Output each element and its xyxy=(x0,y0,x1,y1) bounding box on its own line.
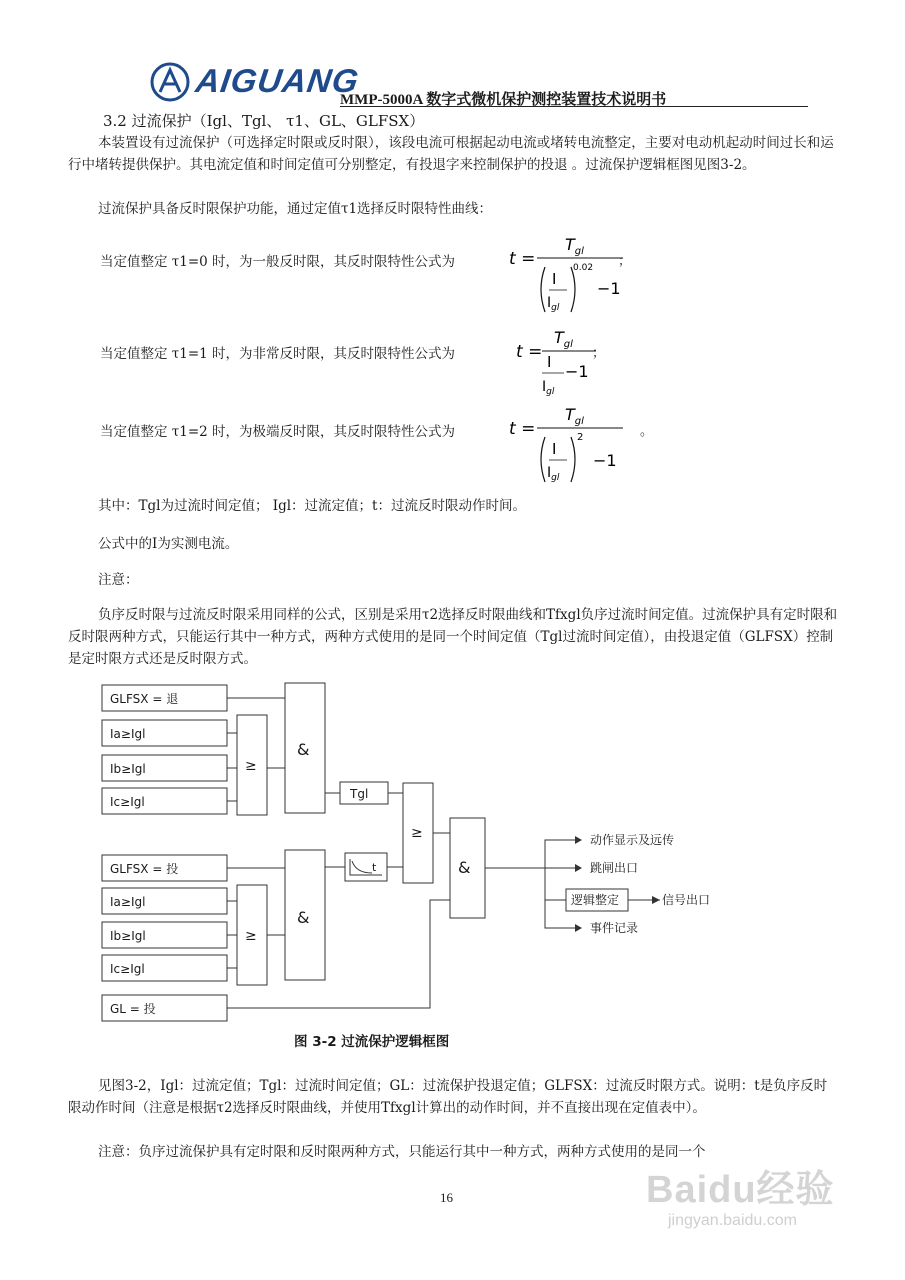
logic-setting-box: 逻辑整定 xyxy=(571,893,620,907)
or-gate-1: ≥ xyxy=(245,758,257,774)
figure-caption: 图 3-2 过流保护逻辑框图 xyxy=(294,1034,450,1050)
header-rule xyxy=(340,106,808,107)
note-label: 注意： xyxy=(98,572,139,588)
svg-text:Igl: $I_{gl}$ xyxy=(542,379,555,397)
output-display-remote: 动作显示及远传 xyxy=(590,833,675,847)
page-number: 16 xyxy=(440,1190,453,1205)
output-event-log: 事件记录 xyxy=(590,921,639,935)
svg-text:t =: t = xyxy=(516,342,543,362)
brand-logo-text: AIGUANG xyxy=(193,62,362,99)
or-gate-2: ≥ xyxy=(245,928,257,944)
formula-1-label: 当定值整定 τ1=0 时，为一般反时限，其反时限特性公式为 xyxy=(100,254,456,270)
inverse-intro: 过流保护具备反时限保护功能，通过定值τ1选择反时限特性曲线： xyxy=(98,201,493,217)
section-title: 3.2 过流保护（Igl、Tgl、 τ1、GL、GLFSX） xyxy=(103,112,425,130)
input-ic-2: Ic≥Igl xyxy=(110,962,145,976)
svg-text:I: I xyxy=(552,270,557,288)
input-glfsx-on: GLFSX = 投 xyxy=(110,862,179,876)
inverse-timer-label: t xyxy=(372,861,377,874)
and-gate-1: & xyxy=(297,740,310,759)
and-gate-final: & xyxy=(458,858,471,877)
svg-text:Tgl: $T_{gl}$ xyxy=(565,405,584,427)
formula-3-tail: 。 xyxy=(640,424,654,439)
input-gl-on: GL = 投 xyxy=(110,1002,156,1016)
arrow-icon xyxy=(652,896,660,904)
svg-text:t =: t = xyxy=(509,249,536,269)
formula-3-label: 当定值整定 τ1=2 时，为极端反时限，其反时限特性公式为 xyxy=(100,424,456,440)
formula-1-expression xyxy=(505,232,635,322)
baidu-watermark: Baidu经验 xyxy=(646,1169,835,1211)
logic-diagram xyxy=(0,675,905,1025)
reference-paragraph: 见图3-2，Igl：过流定值；Tgl：过流时间定值；GL：过流保护投退定值；GLFSX：过流反时限方式。说明：t是负序反时限动作时间（注意是根据τ2选择反时限曲线，并使用Tfxgl计算出的动作时间，并不直接出现在定值表中）。 xyxy=(68,1078,828,1116)
arrow-icon xyxy=(575,836,582,844)
output-trip: 跳闸出口 xyxy=(590,861,639,875)
svg-text:−1: −1 xyxy=(597,279,621,298)
input-ia-1: Ia≥Igl xyxy=(110,727,146,741)
formula-1-exponent: 0.02 xyxy=(573,263,594,273)
input-ic-1: Ic≥Igl xyxy=(110,795,145,809)
input-ib-1: Ib≥Igl xyxy=(110,762,146,776)
input-glfsx-off: GLFSX = 退 xyxy=(110,692,179,706)
where-paragraph: 其中：Tgl为过流时间定值； Igl：过流定值；t：过流反时限动作时间。 xyxy=(98,498,526,514)
svg-text:−1: −1 xyxy=(593,451,617,470)
document-title: MMP-5000A 数字式微机保护测控装置技术说明书 xyxy=(340,92,667,108)
or-gate-main: ≥ xyxy=(411,825,423,841)
arrow-icon xyxy=(575,864,582,872)
intro-paragraph: 本装置设有过流保护（可选择定时限或反时限），该段电流可根据起动电流或堵转电流整定，主要对电动机起动时间过长和运行中堵转提供保护。其电流定值和时间定值可分别整定，有投退字来控制保护的投退 。过流保护逻辑框图见图3-2。 xyxy=(68,135,834,173)
arrow-icon xyxy=(575,924,582,932)
input-ib-2: Ib≥Igl xyxy=(110,929,146,943)
svg-text:−1: −1 xyxy=(565,362,589,381)
svg-text:I: I xyxy=(547,353,552,371)
formula-2-label: 当定值整定 τ1=1 时，为非常反时限，其反时限特性公式为 xyxy=(100,346,456,362)
formula-2-tail: ； xyxy=(592,346,606,361)
svg-text:Igl: $I_{gl}$ xyxy=(547,295,560,313)
svg-text:Igl: $I_{gl}$ xyxy=(547,465,560,483)
and-gate-2: & xyxy=(297,908,310,927)
formula-3-expression xyxy=(505,402,635,492)
timer-tgl: Tgl xyxy=(350,787,369,801)
svg-text:Tgl: $T_{gl}$ xyxy=(565,235,584,257)
note2-paragraph: 注意：负序过流保护具有定时限和反时限两种方式，只能运行其中一种方式，两种方式使用的是同一个 xyxy=(98,1144,706,1160)
input-ia-2: Ia≥Igl xyxy=(110,895,146,909)
aiguang-logo-icon xyxy=(150,62,190,102)
measured-paragraph: 公式中的I为实测电流。 xyxy=(98,536,239,552)
svg-text:t =: t = xyxy=(509,419,536,439)
svg-text:Tgl: $T_{gl}$ xyxy=(554,328,573,350)
output-signal: 信号出口 xyxy=(662,893,711,907)
svg-text:I: I xyxy=(552,440,557,458)
formula-2-expression xyxy=(512,325,602,400)
note-paragraph: 负序反时限与过流反时限采用同样的公式，区别是采用τ2选择反时限曲线和Tfxgl负序过流时间定值。过流保护具有定时限和反时限两种方式，只能运行其中一种方式，两种方式使用的是同一个时间定值（Tgl过流时间定值），由投退定值（GLFSX）控制是定时限方式还是反时限方式。 xyxy=(68,607,838,667)
formula-1-tail: ； xyxy=(618,254,632,269)
watermark-url: jingyan.baidu.com xyxy=(668,1212,797,1229)
formula-3-exponent: 2 xyxy=(577,432,584,443)
